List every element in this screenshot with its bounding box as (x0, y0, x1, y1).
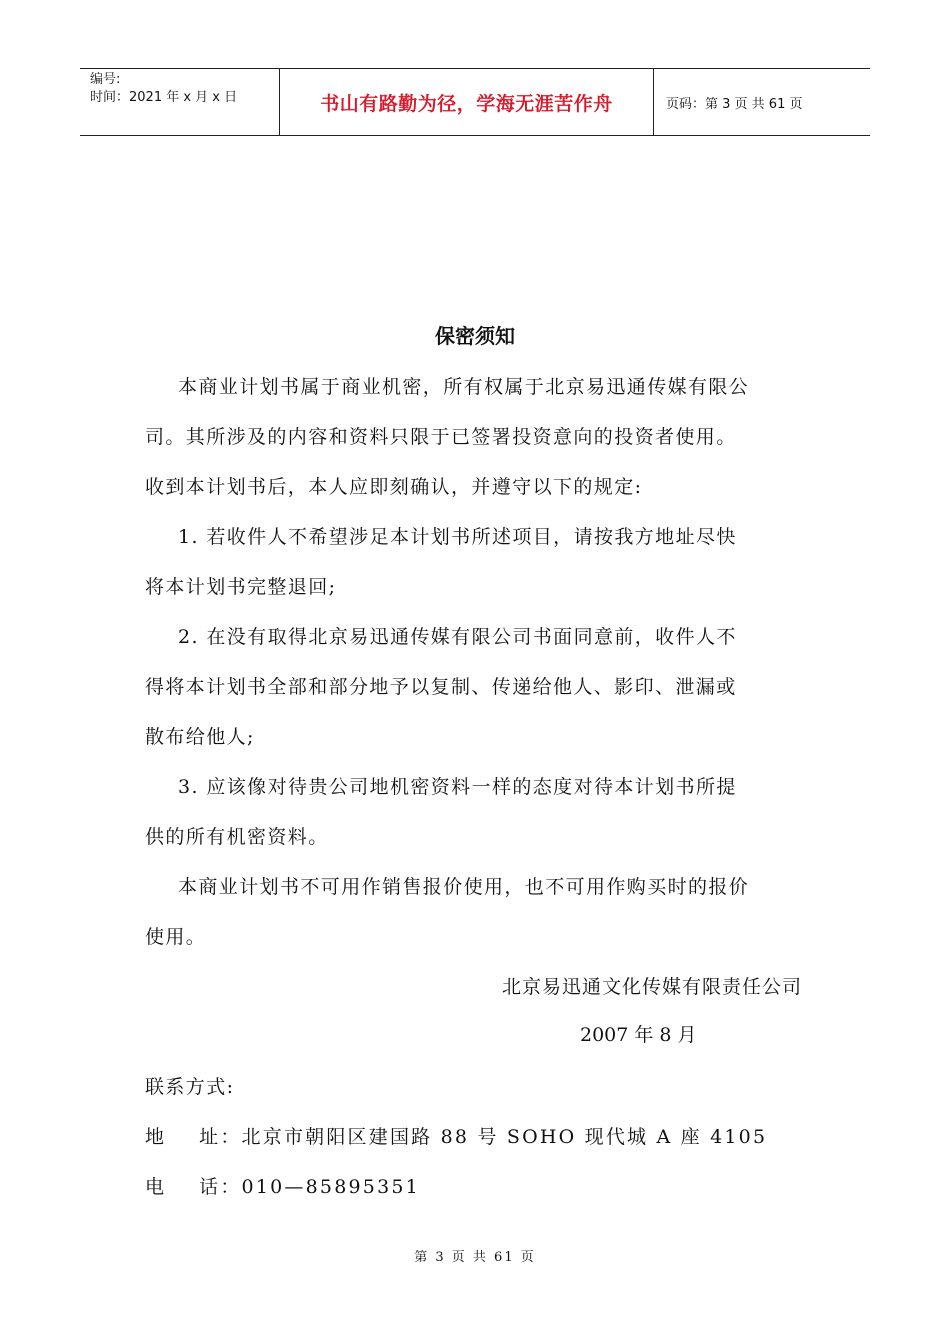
page-footer: 第 3 页 共 61 页 (414, 1250, 536, 1265)
para2-line2: 使用。 (145, 926, 207, 948)
page-header (80, 68, 870, 136)
header-motto: 书山有路勤为径，学海无涯苦作舟 (280, 69, 654, 135)
header-meta (80, 69, 280, 135)
item1-line1: 1. 若收件人不希望涉足本计划书所述项目，请按我方地址尽快 (178, 526, 737, 548)
para2-line1: 本商业计划书不可用作销售报价使用，也不可用作购买时的报价 (178, 876, 750, 898)
page-title: 保密须知 (435, 324, 515, 348)
para1-line2: 司。其所涉及的内容和资料只限于已签署投资意向的投资者使用。 (145, 426, 737, 448)
item1-line2: 将本计划书完整退回; (145, 576, 337, 598)
item2-line2: 得将本计划书全部和部分地予以复制、传递给他人、影印、泄漏或 (145, 676, 737, 698)
signature-company: 北京易迅通文化传媒有限责任公司 (501, 976, 802, 998)
signature-date: 2007 年 8 月 (580, 1024, 697, 1046)
para1-line3: 收到本计划书后，本人应即刻确认，并遵守以下的规定: (145, 476, 643, 498)
contact-heading: 联系方式: (145, 1076, 235, 1098)
contact-address: 地 址：北京市朝阳区建国路 88 号 SOHO 现代城 A 座 4105 (145, 1126, 768, 1148)
item3-line1: 3. 应该像对待贵公司地机密资料一样的态度对待本计划书所提 (178, 776, 737, 798)
header-page-info: 页码：第 3 页 共 61 页 (666, 96, 803, 112)
number-label: 编号: (90, 72, 121, 87)
contact-phone: 电 话：010—85895351 (145, 1176, 420, 1198)
para1-line1: 本商业计划书属于商业机密，所有权属于北京易迅通传媒有限公 (178, 376, 750, 398)
item2-line3: 散布给他人; (145, 726, 255, 748)
item3-line2: 供的所有机密资料。 (145, 826, 329, 848)
time-label: 时间：2021 年 x 月 x 日 (90, 90, 238, 105)
item2-line1: 2. 在没有取得北京易迅通传媒有限公司书面同意前，收件人不 (178, 626, 737, 648)
